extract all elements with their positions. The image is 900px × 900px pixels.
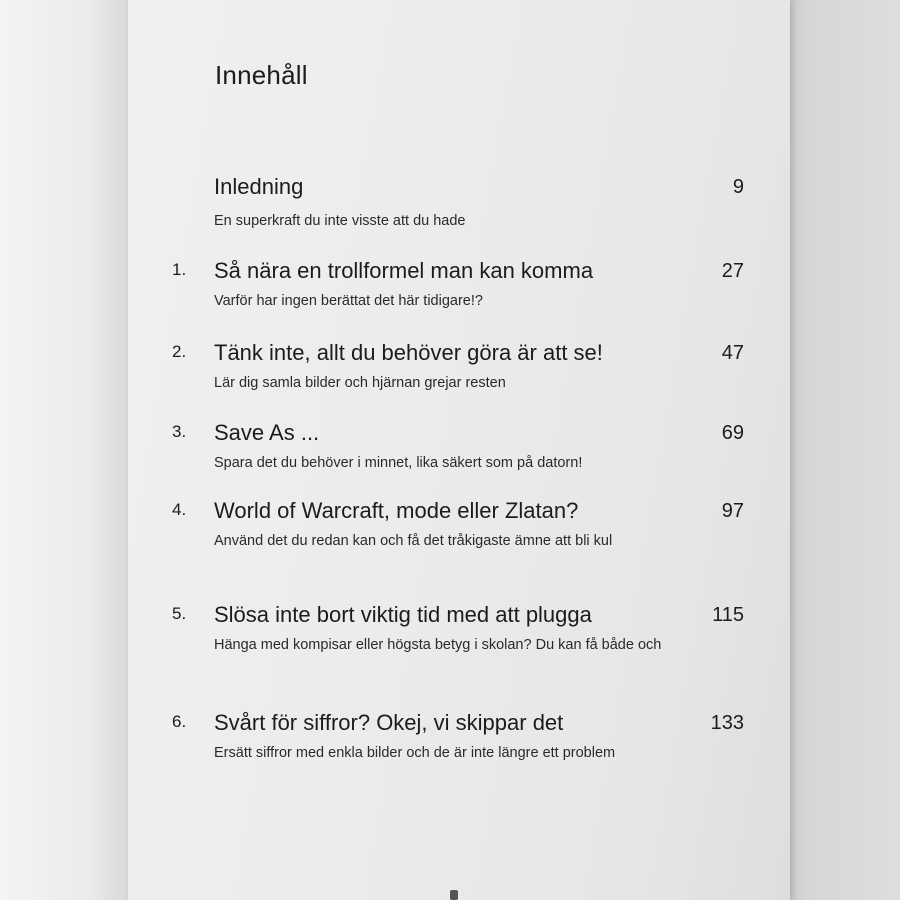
entry-title: Tänk inte, allt du behöver göra är att se!: [214, 340, 603, 365]
entry-title: Svårt för siffror? Okej, vi skippar det: [214, 710, 564, 735]
entry-page-number: 115: [712, 604, 744, 626]
background-right: [788, 0, 900, 900]
entry-page-number: 97: [721, 500, 744, 522]
entry-subtitle: Spara det du behöver i minnet, lika säkert som på datorn!: [214, 455, 583, 471]
toc-heading: Innehåll: [215, 60, 308, 90]
entry-number: 3.: [172, 422, 187, 441]
entry-page-number: 9: [732, 176, 744, 198]
entry-title: Slösa inte bort viktig tid med att plugga: [214, 602, 592, 627]
background-left: [0, 0, 130, 900]
entry-page-number: 133: [710, 712, 744, 734]
entry-subtitle: En superkraft du inte visste att du hade: [214, 213, 466, 229]
entry-subtitle: Använd det du redan kan och få det tråkigaste ämne att bli kul: [214, 533, 613, 549]
entry-subtitle: Varför har ingen berättat det här tidigare!?: [214, 293, 483, 309]
entry-subtitle: Lär dig samla bilder och hjärnan grejar resten: [214, 375, 506, 391]
entry-number: 2.: [172, 342, 187, 361]
entry-subtitle: Ersätt siffror med enkla bilder och de är inte längre ett problem: [214, 745, 616, 761]
book-page: [128, 0, 790, 900]
entry-subtitle: Hänga med kompisar eller högsta betyg i skolan? Du kan få både och: [214, 637, 662, 653]
entry-title: World of Warcraft, mode eller Zlatan?: [214, 498, 579, 523]
page-footer-mark: [450, 890, 458, 900]
entry-title: Inledning: [214, 174, 304, 199]
entry-number: 1.: [172, 260, 187, 279]
entry-number: 6.: [172, 712, 187, 731]
entry-title: Save As ...: [214, 420, 320, 445]
entry-number: 4.: [172, 500, 187, 519]
entry-page-number: 27: [721, 260, 744, 282]
entry-page-number: 47: [721, 342, 744, 364]
entry-number: 5.: [172, 604, 187, 623]
entry-page-number: 69: [721, 422, 744, 444]
entry-title: Så nära en trollformel man kan komma: [214, 258, 594, 283]
